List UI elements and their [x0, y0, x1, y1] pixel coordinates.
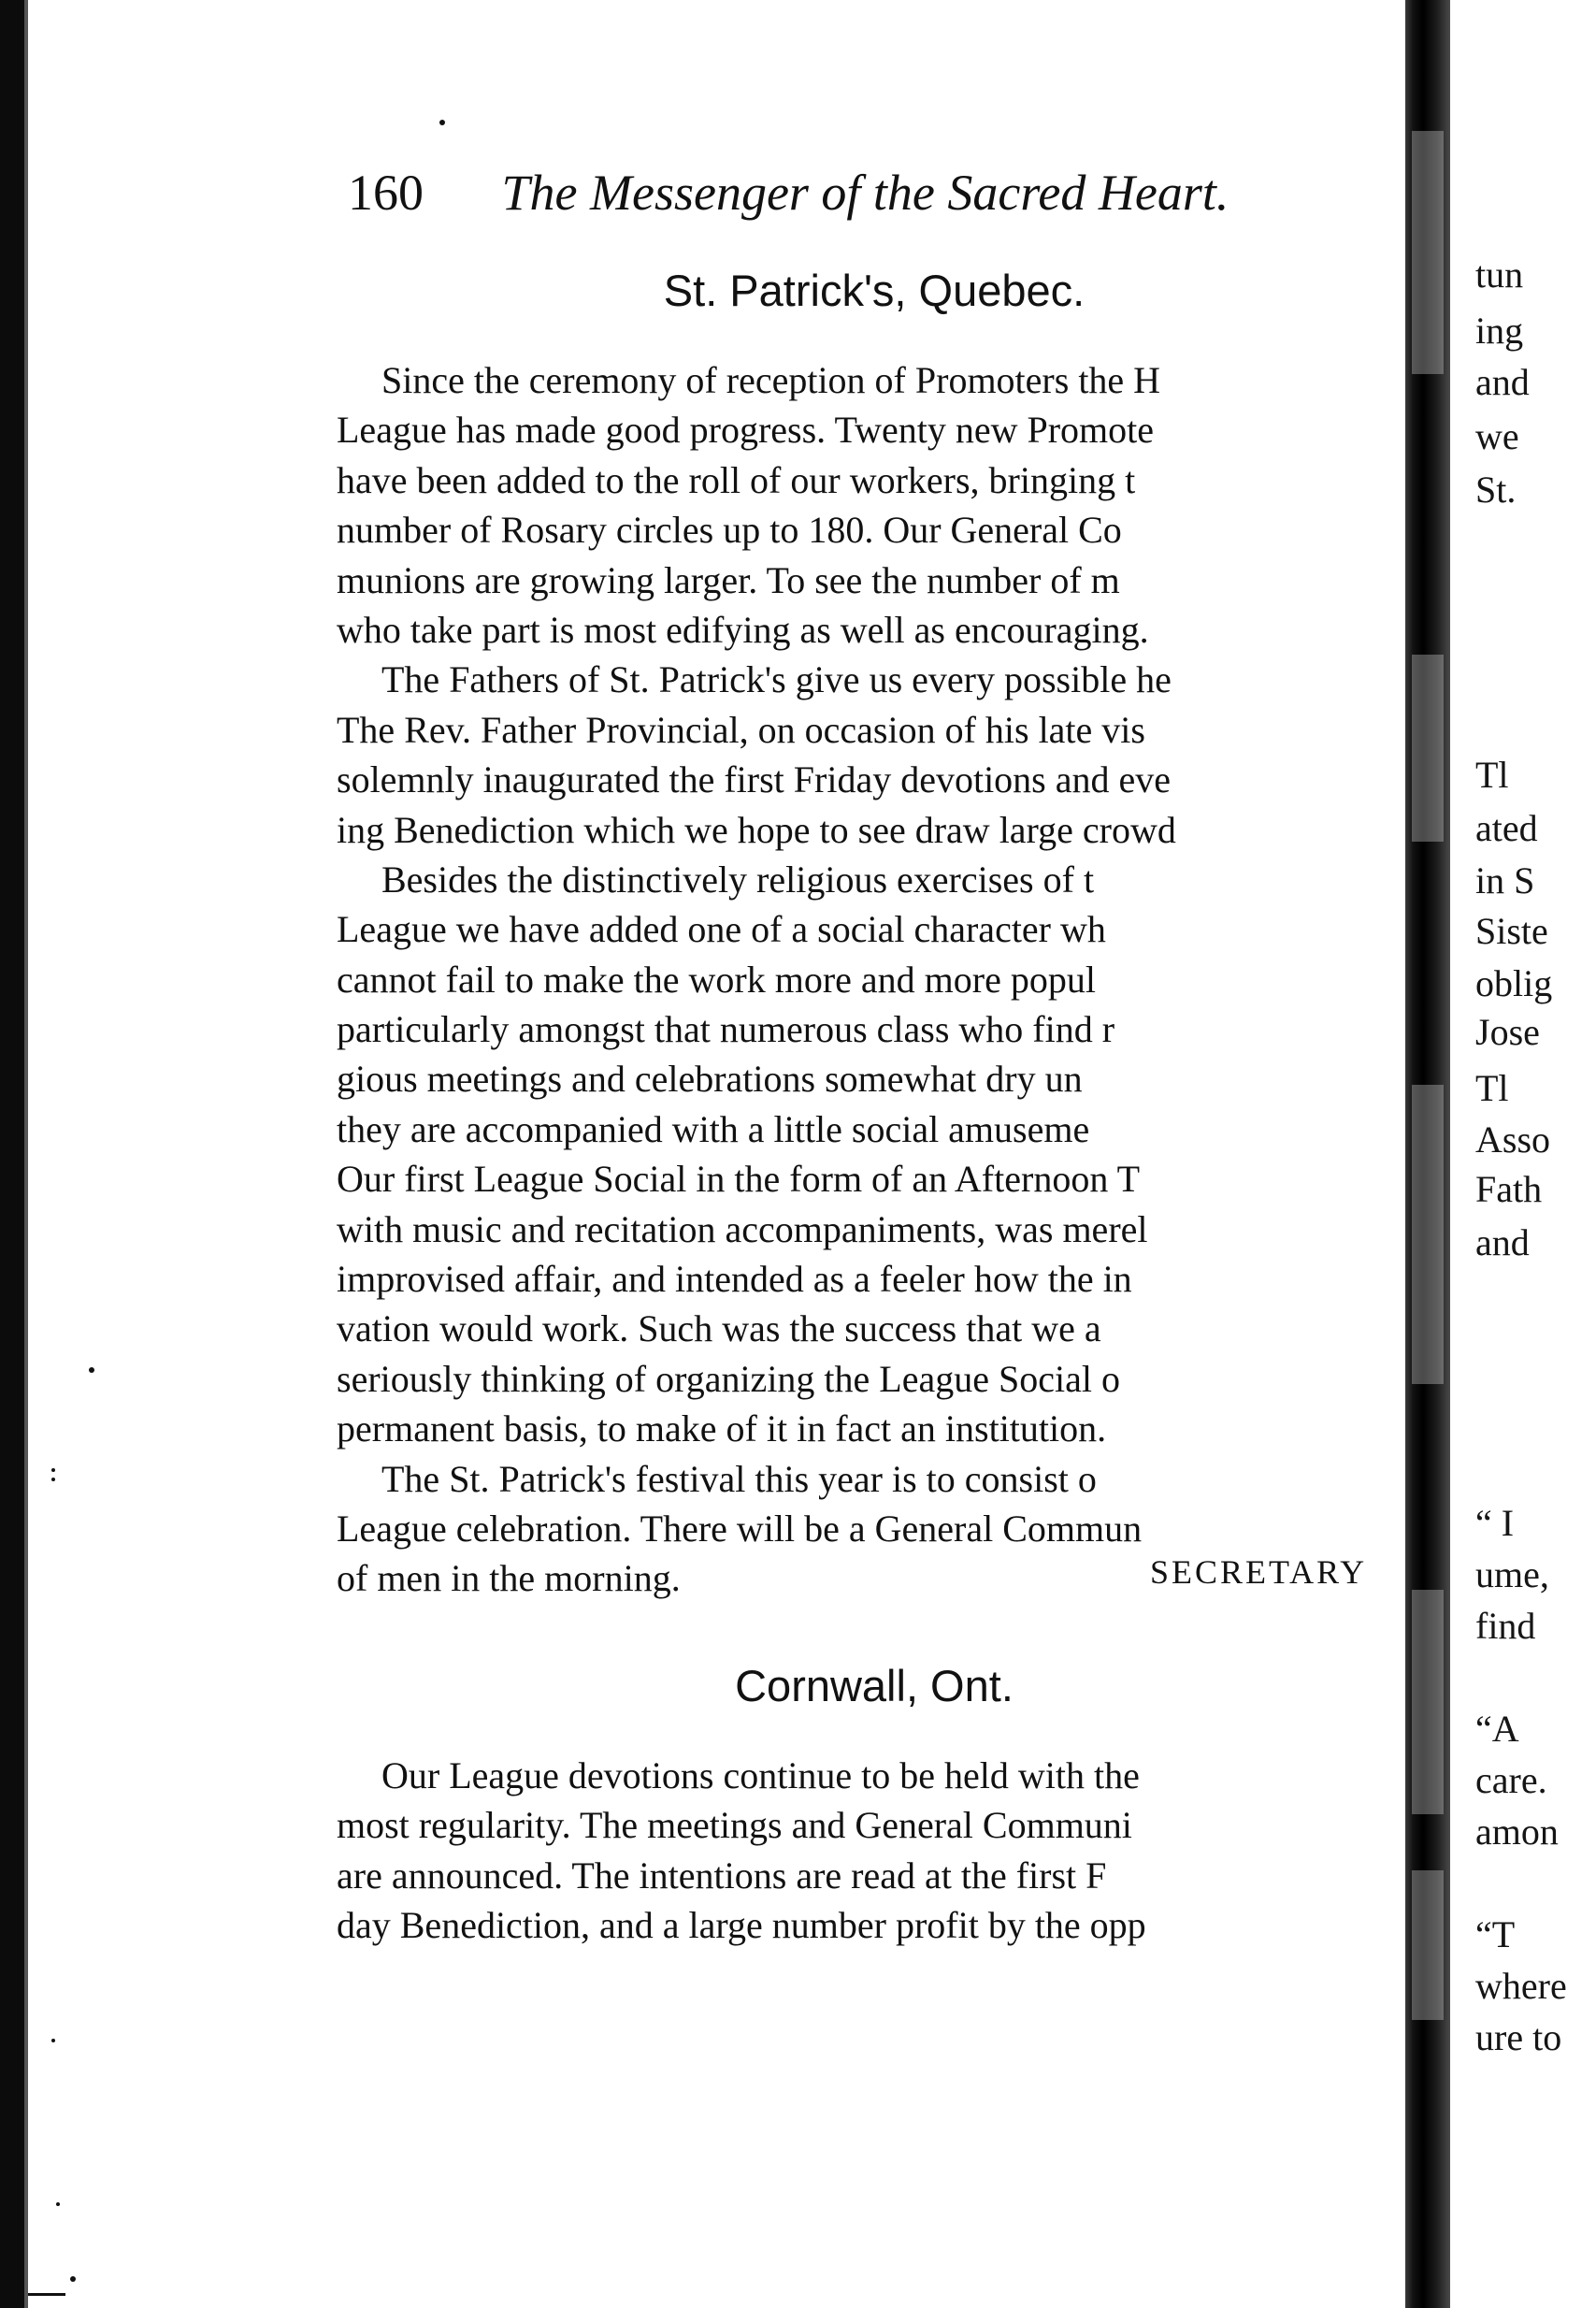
adjacent-page-fragments [1475, 0, 1596, 2308]
text-line: are announced. The intentions are read at the first F [337, 1854, 1107, 1897]
adjacent-fragment: Tl [1475, 1067, 1509, 1109]
text-line: The Rev. Father Provincial, on occasion of his late vis [337, 708, 1145, 751]
text-line: have been added to the roll of our workers, bringing t [337, 458, 1136, 501]
adjacent-fragment: ure to [1475, 2016, 1562, 2058]
adjacent-fragment: amon [1475, 1810, 1559, 1853]
ink-speck [70, 2276, 76, 2282]
text-line: Since the ceremony of reception of Promoters the H [381, 359, 1161, 401]
gutter-speckle [1412, 1590, 1444, 1814]
text-line: with music and recitation accompaniments, was merel [337, 1207, 1148, 1250]
text-line: who take part is most edifying as well as encouraging. [337, 608, 1149, 651]
text-line: munions are growing larger. To see the number of m [337, 558, 1120, 601]
text-line: improvised affair, and intended as a feeler how the in [337, 1258, 1132, 1301]
corner-mark [28, 2293, 65, 2296]
gutter-speckle [1412, 1870, 1444, 2020]
text-line: League has made good progress. Twenty new Promote [337, 409, 1155, 452]
adjacent-fragment: and [1475, 361, 1530, 403]
adjacent-fragment: in S [1475, 859, 1535, 902]
text-line: Our first League Social in the form of an Afternoon T [337, 1158, 1141, 1201]
ink-speck [51, 2039, 55, 2042]
text-line: The Fathers of St. Patrick's give us every possible he [381, 658, 1172, 701]
adjacent-fragment: ume, [1475, 1553, 1549, 1595]
adjacent-fragment: where [1475, 1965, 1567, 2007]
adjacent-fragment: Fath [1475, 1168, 1543, 1210]
text-line: The St. Patrick's festival this year is to consist o [381, 1457, 1097, 1500]
adjacent-fragment: care. [1475, 1759, 1547, 1801]
adjacent-fragment: find [1475, 1605, 1536, 1647]
adjacent-fragment: Jose [1475, 1011, 1540, 1053]
text-line: League we have added one of a social character wh [337, 908, 1106, 951]
text-line: seriously thinking of organizing the League Social o [337, 1357, 1120, 1400]
adjacent-fragment: we [1475, 415, 1519, 457]
text-line: most regularity. The meetings and General Communi [337, 1804, 1132, 1847]
article-cornwall [337, 1751, 1412, 1951]
gutter-speckle [1412, 655, 1444, 842]
ink-speck [89, 1367, 94, 1373]
adjacent-fragment: St. [1475, 469, 1517, 511]
ink-speck [51, 1478, 55, 1481]
ink-speck [439, 120, 445, 125]
adjacent-fragment: tun [1475, 253, 1524, 296]
ink-speck [51, 1468, 55, 1472]
text-line: cannot fail to make the work more and more popul [337, 958, 1096, 1001]
running-title: The Messenger of the Sacred Heart. [501, 165, 1229, 221]
page-header [348, 164, 1423, 229]
article-st-patricks [337, 355, 1412, 1604]
adjacent-fragment: and [1475, 1221, 1530, 1263]
text-line: ing Benediction which we hope to see draw large crowd [337, 808, 1176, 851]
section-title-cornwall: Cornwall, Ont. [735, 1661, 1014, 1710]
left-page-edge [0, 0, 24, 2308]
text-line: of men in the morning. [337, 1557, 681, 1600]
signature-secretary: SECRETARY [1150, 1553, 1368, 1591]
gutter-speckle [1412, 1085, 1444, 1384]
text-line: permanent basis, to make of it in fact an institution. [337, 1407, 1107, 1450]
text-line: particularly amongst that numerous class who find r [337, 1008, 1115, 1051]
text-line: gious meetings and celebrations somewhat dry un [337, 1058, 1083, 1101]
adjacent-fragment: Tl [1475, 754, 1509, 796]
adjacent-fragment: oblig [1475, 962, 1553, 1004]
ink-speck [56, 2202, 60, 2206]
text-line: solemnly inaugurated the first Friday devotions and eve [337, 758, 1172, 801]
adjacent-fragment: Siste [1475, 910, 1548, 952]
adjacent-fragment: ated [1475, 807, 1538, 849]
text-line: vation would work. Such was the success that we a [337, 1307, 1101, 1350]
text-line: number of Rosary circles up to 180. Our General Co [337, 509, 1122, 552]
text-line: Our League devotions continue to be held with the [381, 1754, 1140, 1796]
adjacent-fragment: ing [1475, 310, 1524, 352]
text-line: League celebration. There will be a General Commun [337, 1507, 1143, 1550]
adjacent-fragment: “T [1475, 1913, 1516, 1955]
adjacent-fragment: “A [1475, 1708, 1519, 1750]
adjacent-fragment: “ I [1475, 1502, 1515, 1544]
text-line: day Benediction, and a large number profit by the opp [337, 1904, 1146, 1947]
text-line: they are accompanied with a little social amuseme [337, 1107, 1090, 1150]
page-number: 160 [348, 165, 424, 221]
adjacent-fragment: Asso [1475, 1118, 1551, 1161]
section-title-st-patricks: St. Patrick's, Quebec. [663, 266, 1086, 315]
text-line: Besides the distinctively religious exercises of t [381, 858, 1095, 901]
